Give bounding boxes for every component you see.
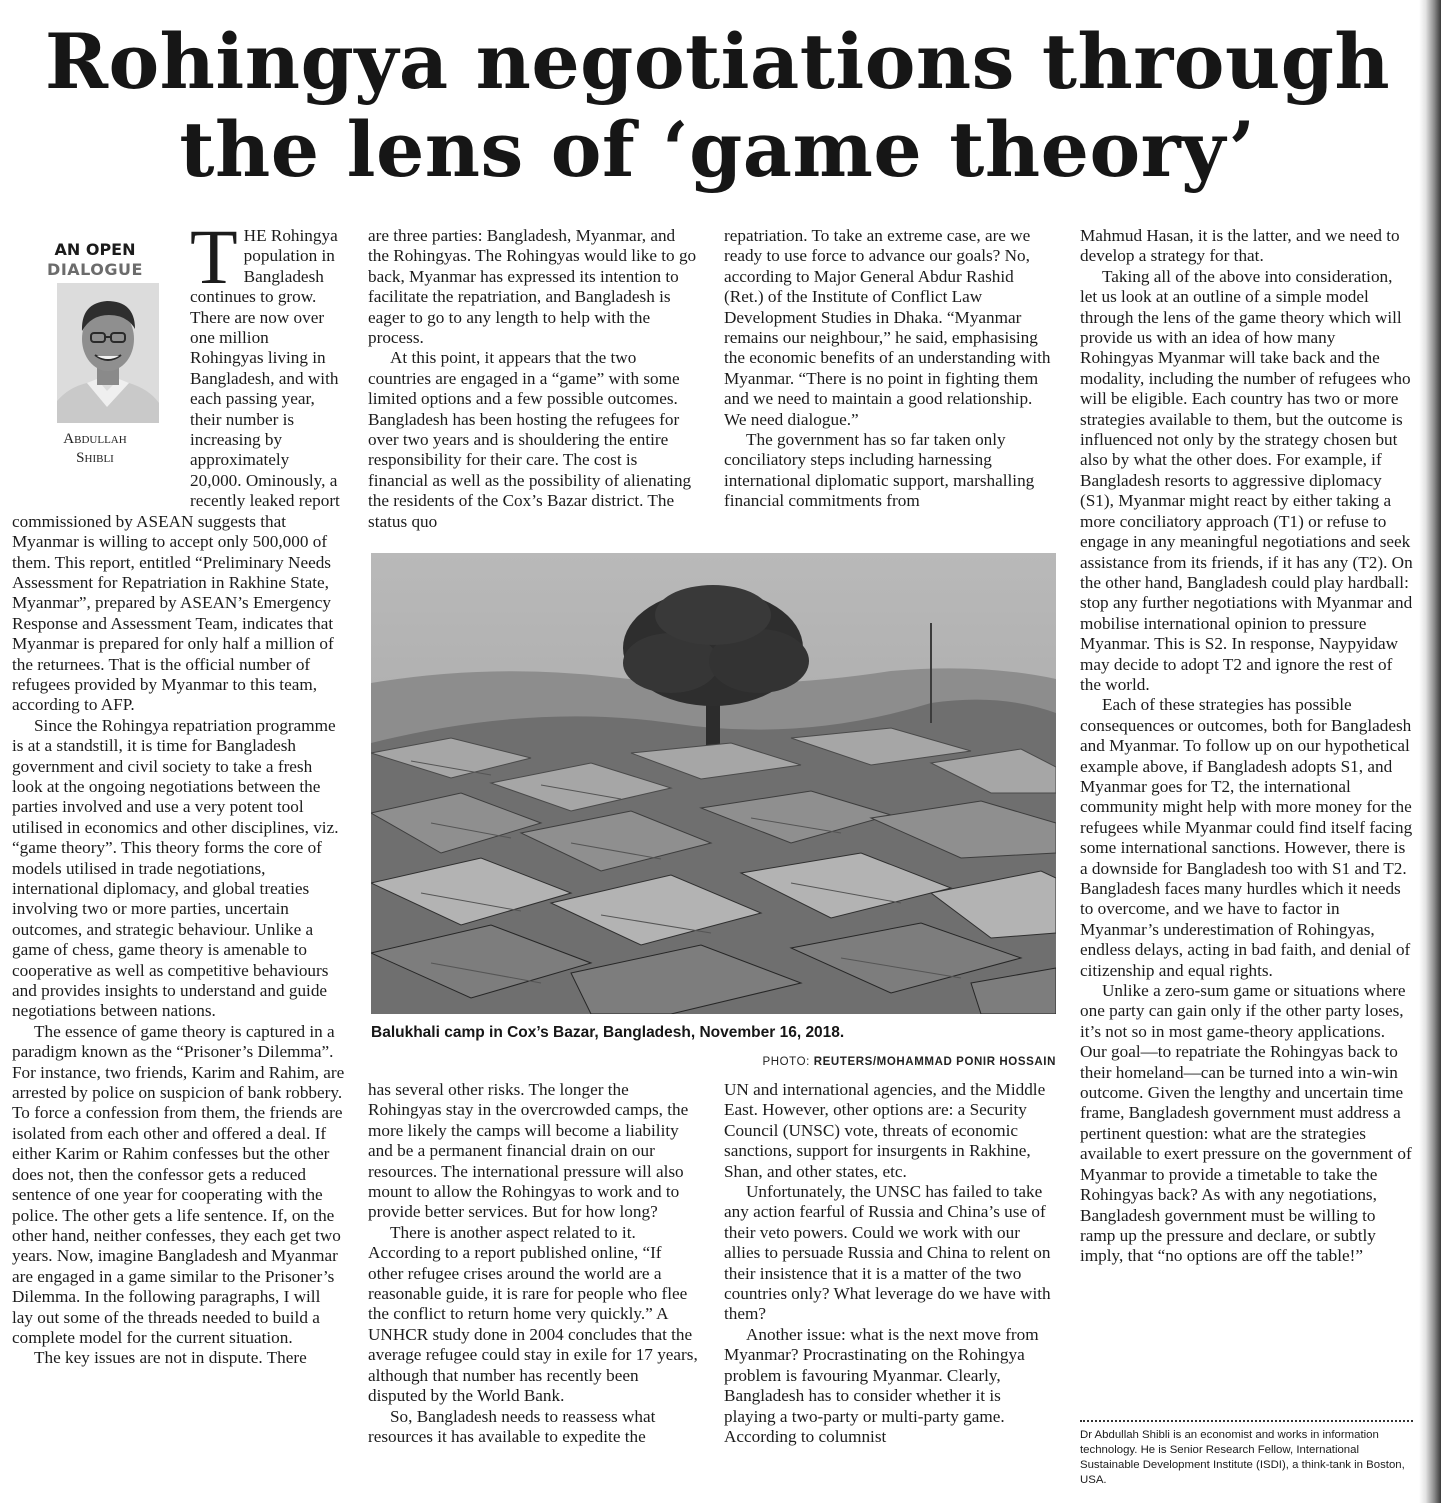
page-edge-shadow <box>1419 0 1441 1503</box>
lead-paragraph-text: Rohingya population in Bangladesh continues to grow. There are now over one million Rohingyas living in Bangladesh, and with each passing year, their number is increasing by approximately 20,000. Ominously, a recently leaked report commissioned by ASEAN suggests that Myanmar is willing to accept only 500,000 of them. This report, entitled “Preliminary Needs Assessment for Repatriation in Rakhine State, Myanmar”, prepared by ASEAN’s Emergency Response and Assessment Team, indicates that Myanmar is prepared for only half a million of the returnees. That is the official number of refugees provided by Myanmar to this team, according to AFP. <box>12 226 340 715</box>
paragraph-5: At this point, it appears that the two countries are engaged in a “game” with some limited options and a few possible outcomes. Bangladesh has been hosting the refugees for over two years and is shouldering the entire responsibility for their care. The cost is financial as well as the possibility of alienating the residents of the Cox’s Bazar district. The status quo <box>368 348 692 531</box>
paragraph-7: So, Bangladesh needs to reassess what resources it has available to expedite the <box>368 1406 656 1446</box>
article-column-3-bottom <box>724 1080 1056 1447</box>
author-first-name: Abdullah <box>63 431 127 447</box>
photo-caption: Balukhali camp in Cox’s Bazar, Bangladesh, November 16, 2018. <box>371 1024 845 1041</box>
lead-small-caps: HE <box>243 226 267 245</box>
column-label-line-2: DIALOGUE <box>47 260 143 279</box>
paragraph-12: Each of these strategies has possible consequences or outcomes, both for Bangladesh and Myanmar. To follow up on our hypothetical example above, if Bangladesh adopts S1, and Myanmar goes for T2, the international community might help with more money for the refugees while Myanmar could find itself facing some international sanctions. However, there is a downside for Bangladesh too with S1 and T2. Bangladesh faces many hurdles which it needs to overcome, and we have to factor in Myanmar’s underestimation of Rohingyas, endless delays, acting in bad faith, and denial of citizenship and equal rights. <box>1080 695 1413 980</box>
author-last-name: Shibli <box>76 450 114 466</box>
drop-cap: T <box>190 213 238 300</box>
headline-line-2: the lens of ‘game theory’ <box>179 105 1256 194</box>
article-column-4 <box>1080 226 1413 1267</box>
paragraph-9: Unfortunately, the UNSC has failed to take any action fearful of Russia and China’s use of their veto powers. Could we work with our allies to persuade Russia and China to relent on their insistence that it is a matter of the two countries only? What leverage do we have with them? <box>724 1182 1051 1324</box>
article-column-2-top <box>368 226 698 532</box>
paragraph-7-continued: repatriation. To take an extreme case, are we ready to use force to advance our goals? No, according to Major General Abdur Rashid (Ret.) of the Institute of Conflict Law Development Studies in Dhaka. “Myanmar remains our neighbour,” he said, emphasising the economic benefits of an understanding with Myanmar. “There is no point in fighting them and we need to maintain a good relationship. We need dialogue.” <box>724 226 1051 429</box>
paragraph-4-continued: are three parties: Bangladesh, Myanmar, and the Rohingyas. The Rohingyas would like to go back, Myanmar has expressed its intention to facilitate the repatriation, and Bangladesh is eager to go to any length to help with the process. <box>368 226 697 348</box>
headline-line-1: Rohingya negotiations through <box>44 17 1391 106</box>
paragraph-6: There is another aspect related to it. According to a report published online, “If other refugee crises around the world are a reasonable guide, it is rare for people who flee the conflict to return home very quickly.” A UNHCR study done in 2004 concludes that the average refugee could stay in exile for 17 years, although that number has recently been disputed by the World Bank. <box>368 1222 698 1406</box>
photo-credit-name: REUTERS/MOHAMMAD PONIR HOSSAIN <box>813 1056 1056 1068</box>
paragraph-10: Another issue: what is the next move from Myanmar? Procrastinating on the Rohingya problem is favouring Myanmar. Clearly, Bangladesh has to consider whether it is playing a two-party or multi-party game. According to columnist <box>724 1324 1039 1446</box>
photo-credit <box>700 1056 1056 1068</box>
paragraph-4-start: The key issues are not in dispute. There <box>34 1348 307 1368</box>
camp-photo <box>371 553 1056 1014</box>
paragraph-2: Since the Rohingya repatriation programme is at a standstill, it is time for Bangladesh government and civil society to take a fresh look at the ongoing negotiations between the parties involved and use a very potent tool utilised in economics and other disciplines, viz. “game theory”. This theory forms the core of models utilised in trade negotiations, international diplomacy, and global treaties involving two or more parties, uncertain outcomes, and strategic behaviour. Unlike a game of chess, game theory is amenable to cooperative as well as competitive behaviours and provides insights to understand and guide negotiations between nations. <box>12 715 339 1021</box>
paragraph-8: The government has so far taken only conciliatory steps including harnessing international diplomatic support, marshalling financial commitments from <box>724 430 1035 511</box>
photo-credit-label: PHOTO: <box>762 1056 810 1068</box>
paragraph-5-continued: has several other risks. The longer the Rohingyas stay in the overcrowded camps, the more likely the camps will become a liability and be a permanent financial drain on our resources. The international pressure will also mount to allow the Rohingyas to work and to provide better services. But for how long? <box>368 1080 689 1222</box>
author-bio: Dr Abdullah Shibli is an economist and works in information technology. He is Senior Research Fellow, International Sustainable Development Institute (ISDI), a think-tank in Boston, USA. <box>1080 1429 1405 1486</box>
paragraph-13: Unlike a zero-sum game or situations where one party can gain only if the other party loses, it’s not so in most game-theory applications. Our goal—to repatriate the Rohingyas back to their homeland—can be turned into a win-win outcome. Given the lengthy and uncertain time frame, Bangladesh government must address a pertinent question: what are the strategies available to exert pressure on the government of Myanmar to provide a timetable to take the Rohingyas back? As with any negotiations, Bangladesh government must be willing to ramp up the pressure and declare, or subtly imply, that “no options are off the table!” <box>1080 981 1412 1266</box>
paragraph-10-continued: Mahmud Hasan, it is the latter, and we need to develop a strategy for that. <box>1080 226 1400 266</box>
camp-photo-illustration <box>371 553 1056 1014</box>
column-label-line-1: AN OPEN <box>54 240 136 259</box>
paragraph-3: The essence of game theory is captured in a paradigm known as the “Prisoner’s Dilemma”. For instance, two friends, Karim and Rahim, are arrested by police on suspicion of bank robbery. To force a confession from them, the friends are isolated from each other and offered a deal. If either Karim or Rahim confesses but the other does not, then the confessor gets a reduced sentence of one year for cooperating with the police. The other gets a life sentence. If, on the other hand, neither confesses, they each get two years. Now, imagine Bangladesh and Myanmar are engaged in a game similar to the Prisoner’s Dilemma. In the following paragraphs, I will lay out some of the threads needed to build a complete model for the current situation. <box>12 1021 345 1347</box>
column-label-spacer <box>12 226 190 494</box>
article-column-2-bottom <box>368 1080 698 1447</box>
paragraph-8-continued: UN and international agencies, and the Middle East. However, other options are: a Security Council (UNSC) vote, threats of economic sanctions, support for insurgents in Rakhine, Shan, and other states, etc. <box>724 1080 1046 1181</box>
paragraph-11: Taking all of the above into consideration, let us look at an outline of a simple model through the lens of the game theory which will provide us with an idea of how many Rohingyas Myanmar will take back and the modality, including the number of refugees who will be eligible. Each country has two or more strategies available to them, but the outcome is influenced not only by the strategy chosen but also by what the other does. For example, if Bangladesh resorts to aggressive diplomacy (S1), Myanmar might react by either taking a more conciliatory approach (T1) or refuse to engage in any meaningful negotiations and seek assistance from its friends, if it has any (T2). On the other hand, Bangladesh could play hardball: stop any further negotiations with Myanmar and mobilise international opinion to pressure Myanmar. This is S2. In response, Naypyidaw may decide to adopt T2 and ignore the rest of the world. <box>1080 266 1413 694</box>
article-column-3-top <box>724 226 1056 512</box>
bio-divider <box>1080 1420 1413 1422</box>
article-column-1 <box>12 213 345 1369</box>
headline <box>20 18 1415 194</box>
